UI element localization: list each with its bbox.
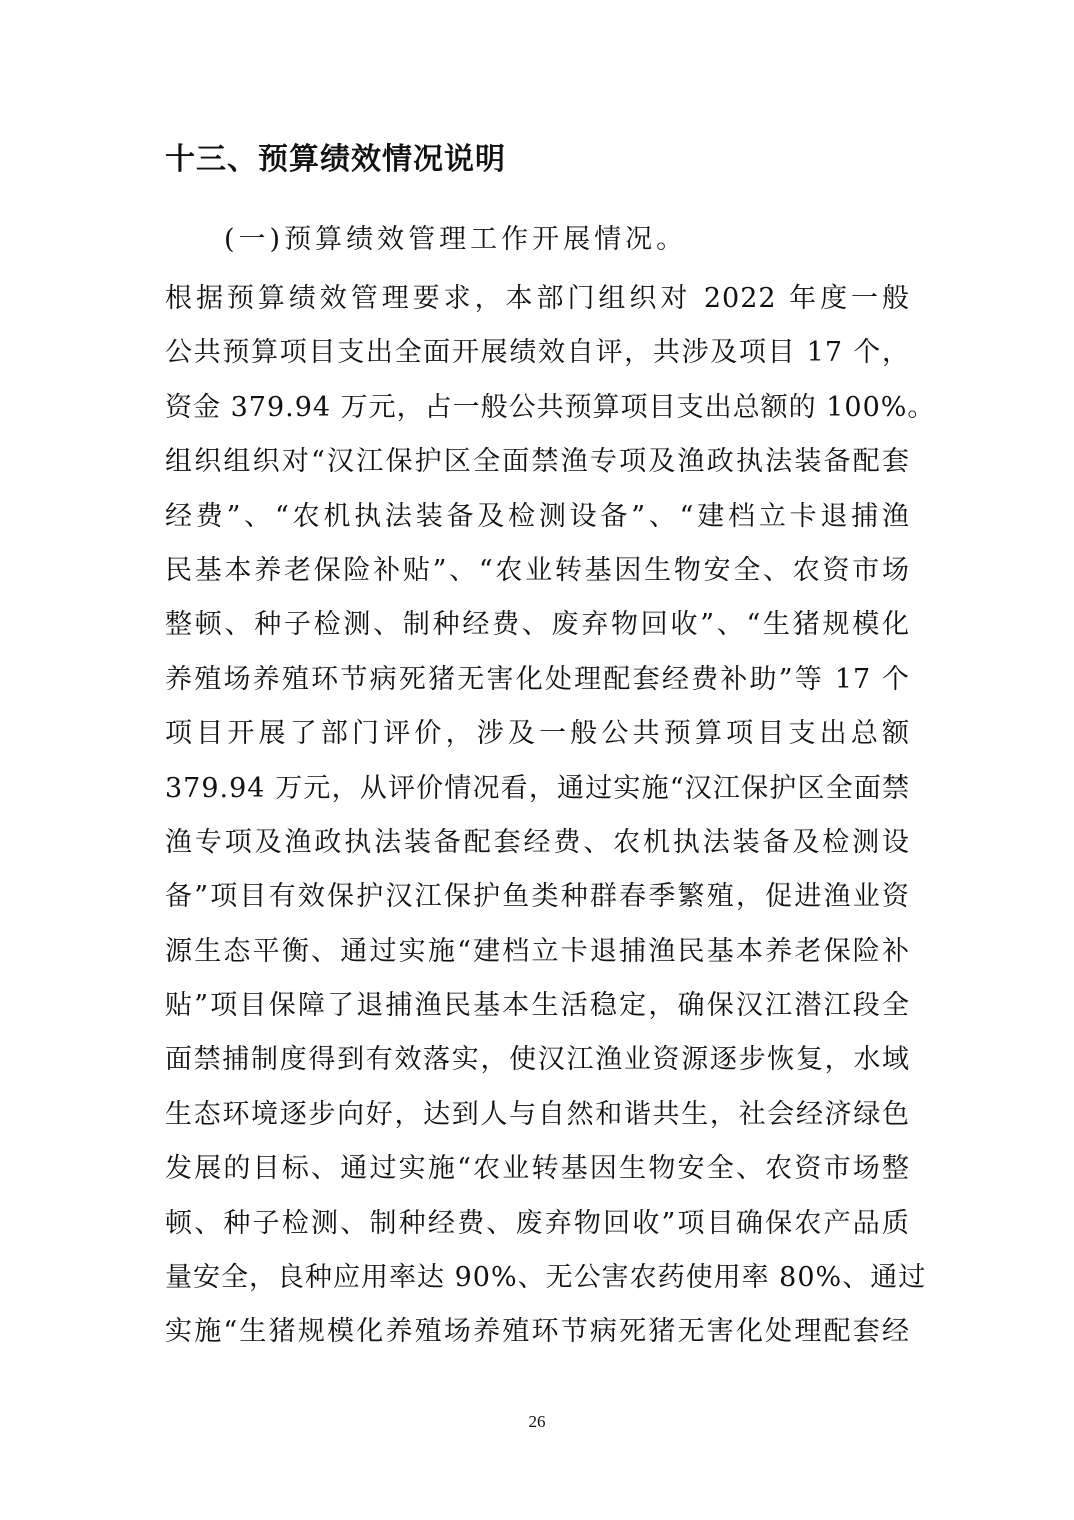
subsection-heading: (一)预算绩效管理工作开展情况。 [224, 224, 688, 255]
text-line: 发展的目标、通过实施“农业转基因生物安全、农资市场整 [165, 1153, 910, 1185]
text-line: 公共预算项目支出全面开展绩效自评，共涉及项目 17 个， [165, 337, 910, 369]
text-line: 面禁捕制度得到有效落实，使汉江渔业资源逐步恢复，水域 [165, 1044, 910, 1076]
text-line: 资金 379.94 万元，占一般公共预算项目支出总额的 100%。 [165, 391, 936, 423]
text-line: 组织组织对“汉江保护区全面禁渔专项及渔政执法装备配套 [165, 446, 910, 478]
text-line: 项目开展了部门评价，涉及一般公共预算项目支出总额 [165, 718, 910, 750]
text-line: 根据预算绩效管理要求，本部门组织对 2022 年度一般 [165, 283, 910, 314]
body-text [165, 277, 936, 1365]
page-number: 26 [528, 1412, 546, 1431]
section-heading: 十三、预算绩效情况说明 [165, 142, 506, 177]
text-line: 民基本养老保险补贴”、“农业转基因生物安全、农资市场 [165, 554, 910, 586]
text-line: 贴”项目保障了退捕渔民基本生活稳定，确保汉江潜江段全 [165, 990, 910, 1022]
text-line: 渔专项及渔政执法装备配套经费、农机执法装备及检测设 [165, 826, 910, 858]
text-line: 量安全，良种应用率达 90%、无公害农药使用率 80%、通过 [165, 1262, 927, 1294]
text-line: 经费”、“农机执法装备及检测设备”、“建档立卡退捕渔 [165, 500, 910, 532]
text-line: 备”项目有效保护汉江保护鱼类种群春季繁殖，促进渔业资 [165, 881, 910, 913]
text-line: 整顿、种子检测、制种经费、废弃物回收”、“生猪规模化 [165, 609, 910, 641]
text-line: 源生态平衡、通过实施“建档立卡退捕渔民基本养老保险补 [165, 935, 910, 967]
text-line: 生态环境逐步向好，达到人与自然和谐共生，社会经济绿色 [165, 1098, 910, 1130]
text-line: 379.94 万元，从评价情况看，通过实施“汉江保护区全面禁 [165, 772, 910, 804]
text-line: 顿、种子检测、制种经费、废弃物回收”项目确保农产品质 [165, 1207, 910, 1239]
text-line: 养殖场养殖环节病死猪无害化处理配套经费补助”等 17 个 [165, 663, 910, 695]
text-line: 实施“生猪规模化养殖场养殖环节病死猪无害化处理配套经 [165, 1316, 910, 1348]
